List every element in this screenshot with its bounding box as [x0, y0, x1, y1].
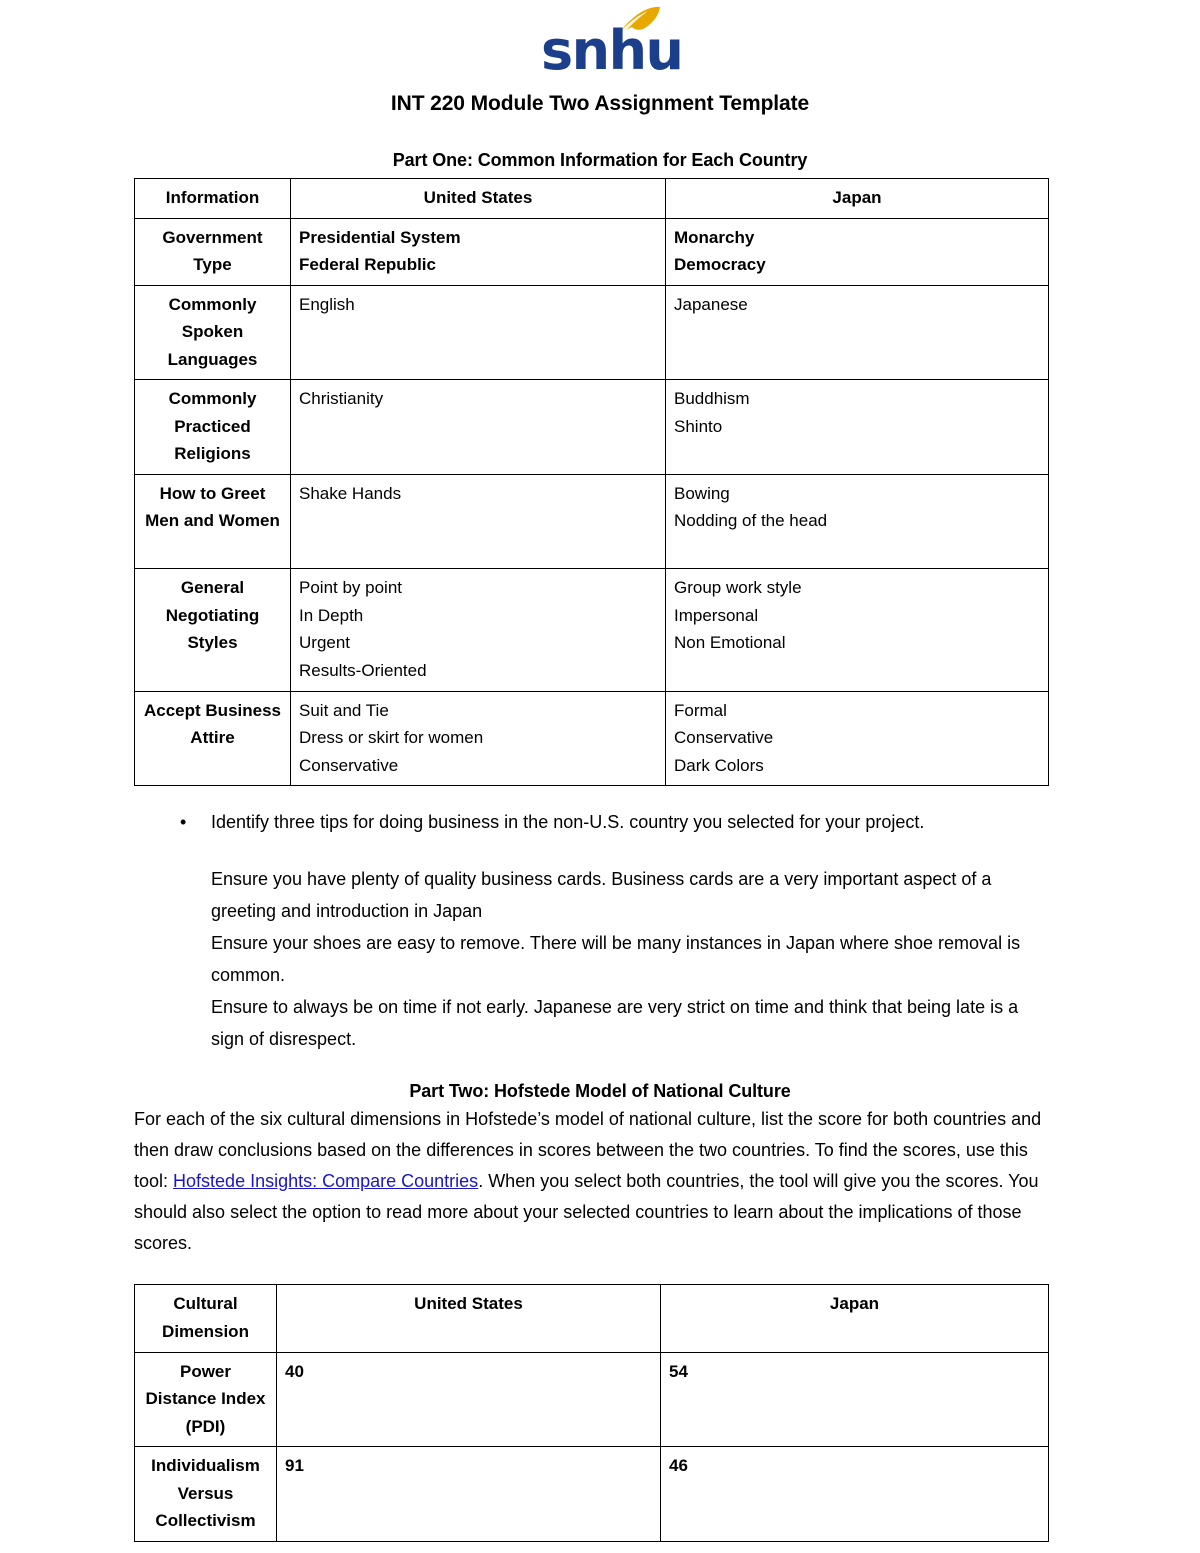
page-title: INT 220 Module Two Assignment Template — [390, 92, 810, 115]
column-header-united-states: United States — [277, 1285, 661, 1352]
table-header-row — [135, 179, 1049, 219]
value-line: Dark Colors — [674, 755, 764, 775]
cell-negotiating-us — [291, 569, 666, 691]
cell-pdi-us — [277, 1352, 661, 1447]
table-header-row — [135, 1285, 1049, 1352]
bullet-marker-icon: • — [180, 812, 187, 833]
row-label-business-attire: Accept Business Attire — [135, 691, 291, 786]
cell-negotiating-japan — [666, 569, 1049, 691]
business-tips-list — [211, 863, 1056, 1055]
value-line: Monarchy — [674, 227, 755, 247]
value-line: Impersonal — [674, 605, 759, 625]
cell-idv-us — [277, 1447, 661, 1542]
value-line: Non Emotional — [674, 633, 786, 653]
score-value: 40 — [285, 1361, 304, 1381]
cell-government-type-japan — [666, 218, 1049, 285]
value-line: Point by point — [299, 578, 403, 598]
value-line: Nodding of the head — [674, 511, 828, 531]
column-header-information: Information — [135, 179, 291, 219]
snhu-logo — [134, 0, 1066, 82]
tip-item: Ensure you have plenty of quality business cards. Business cards are a very important aspect of a greeting and introduction in Japan — [211, 868, 992, 921]
row-label-how-to-greet: How to Greet Men and Women — [135, 474, 291, 569]
score-value: 46 — [669, 1456, 688, 1476]
intro-text-before-link: For each of the six cultural dimensions in Hofstede’s model of national culture, list the score for both countries and then draw conclusions based on the differences in scores between the two countries. To find the scores, use this tool: — [134, 1108, 1042, 1191]
hofstede-scores-table — [134, 1284, 1049, 1541]
column-header-cultural-dimension: Cultural Dimension — [135, 1285, 277, 1352]
column-header-japan: Japan — [661, 1285, 1049, 1352]
instruction-bullet — [134, 808, 1066, 836]
value-line: Results-Oriented — [299, 660, 427, 680]
cell-attire-japan — [666, 691, 1049, 786]
value-line: Urgent — [299, 633, 351, 653]
value-line: Group work style — [674, 578, 802, 598]
table-row — [135, 691, 1049, 786]
score-value: 91 — [285, 1456, 304, 1476]
table-row — [135, 380, 1049, 475]
value-line: In Depth — [299, 605, 364, 625]
value-line: Shake Hands — [299, 483, 402, 503]
table-row — [135, 1352, 1049, 1447]
value-line: Conservative — [299, 755, 399, 775]
cell-idv-japan — [661, 1447, 1049, 1542]
row-label-practiced-religions: Commonly Practiced Religions — [135, 380, 291, 475]
row-label-government-type: Government Type — [135, 218, 291, 285]
cell-greet-japan — [666, 474, 1049, 569]
cell-languages-japan — [666, 285, 1049, 380]
cell-government-type-us — [291, 218, 666, 285]
table-row — [135, 218, 1049, 285]
instruction-bullet-text: Identify three tips for doing business in the non-U.S. country you selected for your project. — [211, 812, 925, 833]
value-line: Japanese — [674, 294, 748, 314]
hofstede-compare-countries-link[interactable]: Hofstede Insights: Compare Countries — [173, 1170, 479, 1191]
cell-religions-japan — [666, 380, 1049, 475]
cell-greet-us — [291, 474, 666, 569]
value-line: Conservative — [674, 728, 774, 748]
value-line: Federal Republic — [299, 255, 436, 275]
common-information-table — [134, 178, 1049, 786]
column-header-united-states: United States — [291, 179, 666, 219]
value-line: Suit and Tie — [299, 700, 389, 720]
value-line: Formal — [674, 700, 727, 720]
value-line: English — [299, 294, 355, 314]
value-line: Dress or skirt for women — [299, 728, 484, 748]
part-one-heading: Part One: Common Information for Each Country — [392, 150, 808, 170]
part-two-intro-paragraph — [134, 1104, 1066, 1259]
table-row — [135, 474, 1049, 569]
cell-languages-us — [291, 285, 666, 380]
table-row — [135, 285, 1049, 380]
column-header-japan: Japan — [666, 179, 1049, 219]
snhu-wordmark: snhu — [541, 19, 683, 82]
value-line: Bowing — [674, 483, 730, 503]
tip-item: Ensure your shoes are easy to remove. There will be many instances in Japan where shoe removal is common. — [211, 932, 1021, 985]
value-line: Shinto — [674, 416, 723, 436]
value-line: Buddhism — [674, 389, 750, 409]
value-line: Christianity — [299, 389, 384, 409]
cell-religions-us — [291, 380, 666, 475]
table-row — [135, 569, 1049, 691]
score-value: 54 — [669, 1361, 688, 1381]
table-row — [135, 1447, 1049, 1542]
cell-attire-us — [291, 691, 666, 786]
row-label-spoken-languages: Commonly Spoken Languages — [135, 285, 291, 380]
row-label-negotiating-styles: General Negotiating Styles — [135, 569, 291, 691]
tip-item: Ensure to always be on time if not early. Japanese are very strict on time and think that being late is a sign of disrespect. — [211, 996, 1019, 1049]
row-label-power-distance-index: Power Distance Index (PDI) — [135, 1352, 277, 1447]
row-label-individualism-collectivism: Individualism Versus Collectivism — [135, 1447, 277, 1542]
value-line: Democracy — [674, 255, 766, 275]
value-line: Presidential System — [299, 227, 461, 247]
intro-text-after-link: . When you select both countries, the tool will give you the scores. You should also select the option to read more about your selected countries to learn about the implications of those scores. — [134, 1170, 1039, 1253]
part-two-heading: Part Two: Hofstede Model of National Culture — [409, 1080, 791, 1101]
cell-pdi-japan — [661, 1352, 1049, 1447]
